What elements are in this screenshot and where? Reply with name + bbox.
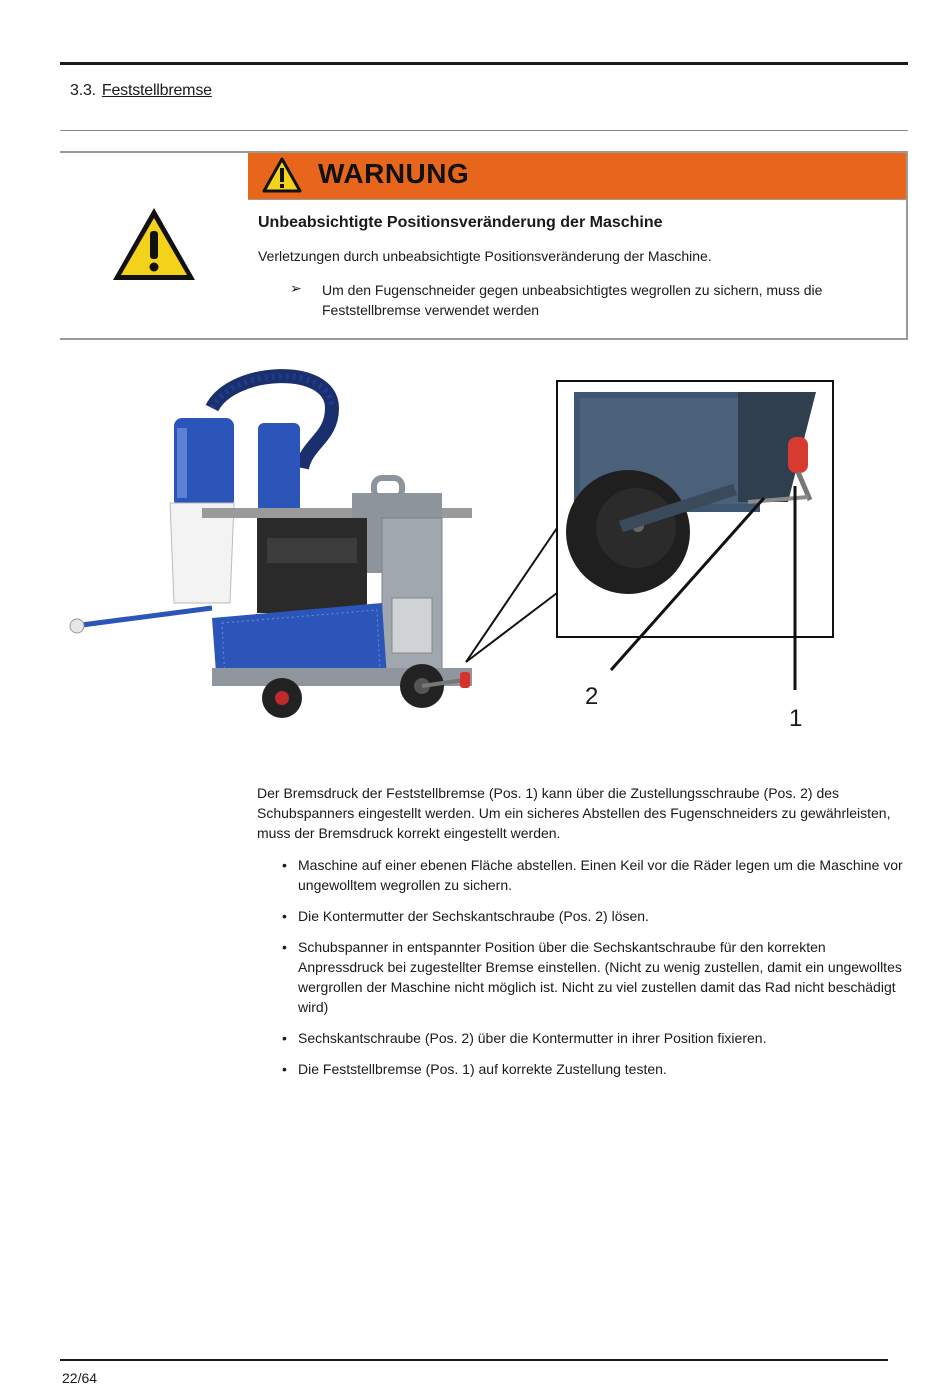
warning-small-icon	[262, 157, 302, 193]
position-label-2: 2	[585, 683, 599, 710]
top-rule	[60, 62, 908, 65]
section-title: Feststellbremse	[101, 82, 212, 99]
position-label-1: 1	[789, 705, 803, 732]
bullet-icon: •	[282, 939, 287, 955]
page-number: 22/64	[62, 1370, 98, 1386]
warning-sign-icon	[110, 205, 198, 288]
bullet-icon: •	[282, 908, 287, 924]
body-paragraph: Der Bremsdruck der Feststellbremse (Pos. 1) kann über die Zustellungsschraube (Pos. 2) des Schubspanners eingestellt werden. Um ein sicheres Abstellen des Fugenschneiders zu gewährleisten, muss der Bremsdruck korrekt eingestellt werden.	[257, 785, 891, 841]
warning-step: Um den Fugenschneider gegen unbeabsichtigtes wegrollen zu sichern, muss die Feststellbremse verwendet werden	[322, 282, 823, 318]
footer-rule	[60, 1359, 888, 1361]
bullet-icon: •	[282, 1061, 287, 1077]
section-heading	[70, 82, 212, 100]
brake-detail-image	[556, 380, 834, 638]
list-item: • Die Feststellbremse (Pos. 1) auf korrekte Zustellung testen.	[282, 1061, 667, 1077]
bullet-icon: •	[282, 857, 287, 873]
machine-illustration	[62, 368, 482, 733]
section-number: 3.3.	[70, 82, 96, 99]
warning-header	[248, 153, 906, 200]
list-item: • Maschine auf einer ebenen Fläche abstellen. Einen Keil vor die Räder legen um die Maschine vor ungewolltem wegrollen zu sichern.	[282, 857, 903, 893]
warning-text: Verletzungen durch unbeabsichtigte Positionsveränderung der Maschine.	[258, 248, 712, 264]
list-item: • Schubspanner in entspannter Position über die Sechskantschraube für den korrekten Anpressdruck bei zugestellter Bremse einstellen. (Nicht zu wenig zustellen, damit ein ungewolltes wergrollen der Maschine nicht möglich ist. Nicht zu viel zustellen damit das Rad nicht beschädigt wird)	[282, 939, 902, 1015]
steps-list	[282, 855, 907, 1090]
bullet-icon: •	[282, 1030, 287, 1046]
arrow-bullet-icon: ➢	[290, 280, 302, 296]
warning-label: WARNUNG	[318, 158, 470, 189]
list-item: • Sechskantschraube (Pos. 2) über die Kontermutter in ihrer Position fixieren.	[282, 1030, 767, 1046]
list-item: • Die Kontermutter der Sechskantschraube (Pos. 2) lösen.	[282, 908, 649, 924]
section-rule	[60, 130, 908, 131]
warning-title: Unbeabsichtigte Positionsveränderung der Maschine	[258, 214, 663, 231]
